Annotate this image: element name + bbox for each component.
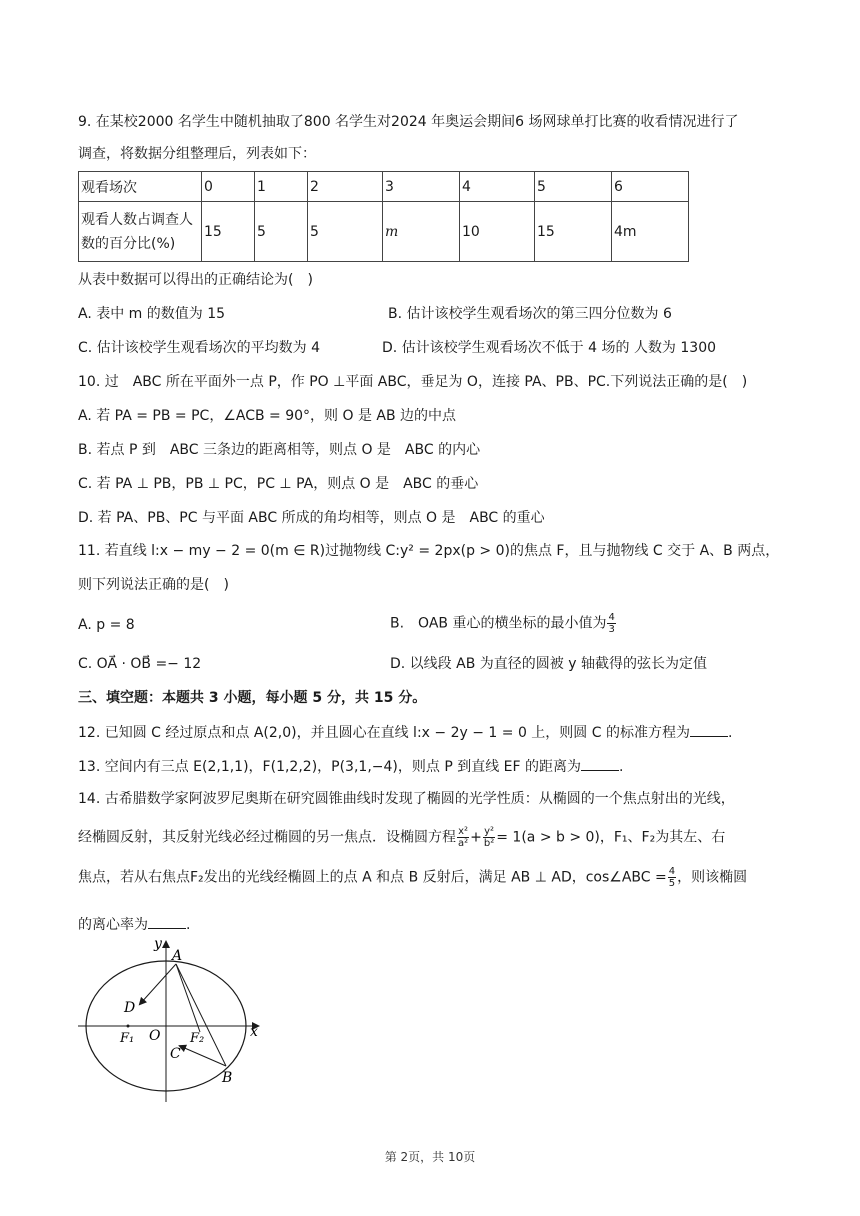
fraction-numerator: x² (458, 826, 469, 837)
segment-af2 (176, 964, 200, 1032)
figure-label: y (154, 936, 162, 952)
q14-line3-text: 焦点，若从右焦点F₂发出的光线经椭圆上的点 A 和点 B 反射后，满足 AB ⊥ AD，cos∠ABC = (78, 869, 667, 886)
q11-option-b (390, 612, 617, 635)
figure-label: F₁ (120, 1031, 135, 1046)
figure-label: x (250, 1024, 258, 1040)
figure-label: B (222, 1070, 233, 1086)
table-cell: 15 (535, 202, 612, 262)
ray-bc (180, 1046, 226, 1066)
q9-option-a: A. 表中 m 的数值为 15 (78, 306, 226, 322)
q14-line2 (78, 826, 725, 849)
figure-label: A (172, 948, 183, 964)
answer-blank (581, 756, 619, 771)
q9-option-d: D. 估计该校学生观看场次不低于 4 场的 人数为 1300 (382, 340, 717, 356)
q11-line1: 11. 若直线 l:x − my − 2 = 0(m ∈ R)过抛物线 C:y² = 2px(p > 0)的焦点 F，且与抛物线 C 交于 A、B 两点， (78, 543, 780, 559)
table-row (79, 202, 689, 262)
q9-line2: 调查，将数据分组整理后，列表如下： (78, 146, 316, 162)
q11-option-a: A. p = 8 (78, 617, 135, 633)
period: . (619, 759, 624, 775)
q10-option-c: C. 若 PA ⊥ PB，PB ⊥ PC，PC ⊥ PA，则点 O 是 ABC 的垂心 (78, 476, 479, 492)
table-header-cell: 观看场次 (79, 172, 202, 202)
fraction-denominator: 3 (608, 624, 615, 635)
q14-line2-text: 经椭圆反射，其反射光线必经过椭圆的另一焦点．设椭圆方程 (78, 829, 456, 846)
table-cell: 4m (612, 202, 689, 262)
table-cell: 5 (255, 202, 308, 262)
q14-line2-text-end: = 1(a > b > 0)，F₁、F₂为其左、右 (496, 829, 726, 846)
q14-line1: 14. 古希腊数学家阿波罗尼奥斯在研究圆锥曲线时发现了椭圆的光学性质：从椭圆的一个焦点射出的光线， (78, 791, 735, 807)
q9-option-b: B. 估计该校学生观看场次的第三四分位数为 6 (388, 306, 672, 322)
q12-text: 12. 已知圆 C 经过原点和点 A(2,0)，并且圆心在直线 l:x − 2y − 1 = 0 上，则圆 C 的标准方程为 (78, 725, 690, 741)
table-cell: 2 (308, 172, 383, 202)
table-header-line: 数的百分比(%) (81, 235, 176, 252)
fraction-denominator: 5 (668, 878, 676, 889)
table-header-cell (79, 202, 202, 262)
answer-blank (690, 722, 728, 737)
q13-line (78, 756, 623, 777)
q14-line4-text: 的离心率为 (78, 917, 148, 933)
q10-option-d: D. 若 PA、PB、PC 与平面 ABC 所成的角均相等，则点 O 是 ABC 的重心 (78, 510, 545, 526)
q10-option-b: B. 若点 P 到 ABC 三条边的距离相等，则点 O 是 ABC 的内心 (78, 442, 481, 458)
q14-line3-text-end: ，则该椭圆 (677, 869, 748, 886)
q14-line3 (78, 866, 747, 889)
period: . (186, 917, 191, 933)
table-cell: 5 (308, 202, 383, 262)
table-header-line: 观看人数占调查人 (81, 211, 193, 228)
figure-label: O (149, 1028, 161, 1044)
fraction-numerator: 4 (668, 866, 676, 877)
table-row (79, 172, 689, 202)
table-cell: 5 (535, 172, 612, 202)
fraction (607, 612, 615, 635)
figure-label: F₂ (190, 1031, 205, 1046)
q10-stem: 10. 过 ABC 所在平面外一点 P，作 PO ⊥平面 ABC，垂足为 O，连接 PA、PB、PC.下列说法正确的是( ) (78, 374, 748, 390)
fraction-denominator: b² (483, 838, 495, 849)
answer-blank (148, 914, 186, 929)
section-heading: 三、填空题：本题共 3 小题，每小题 5 分，共 15 分。 (78, 690, 427, 706)
q10-option-a: A. 若 PA = PB = PC，∠ACB = 90°，则 O 是 AB 边的中点 (78, 408, 457, 424)
table-cell: 1 (255, 172, 308, 202)
ellipse-figure (76, 936, 276, 1106)
fraction-denominator: a² (458, 838, 469, 849)
q9-stem: 从表中数据可以得出的正确结论为( ) (78, 272, 313, 288)
page-footer: 第 2页，共 10页 (384, 1150, 476, 1164)
q14-line4 (78, 914, 190, 935)
q9-option-c: C. 估计该校学生观看场次的平均数为 4 (78, 340, 321, 356)
figure-label: C (170, 1046, 181, 1062)
fraction (457, 826, 469, 849)
table-cell: 10 (460, 202, 535, 262)
table-cell: 6 (612, 172, 689, 202)
plus-sign: + (470, 829, 482, 846)
segment-ab (176, 964, 226, 1066)
table-cell: 0 (202, 172, 255, 202)
q11-line2: 则下列说法正确的是( ) (78, 577, 229, 593)
q11-option-c: C. OA⃗ · OB⃗ =− 12 (78, 656, 202, 672)
period: . (727, 725, 733, 741)
focus-f1-point (127, 1025, 130, 1028)
q11-option-d: D. 以线段 AB 为直径的圆被 y 轴截得的弦长为定值 (390, 656, 707, 672)
table-cell: 3 (383, 172, 460, 202)
q13-text: 13. 空间内有三点 E(2,1,1)，F(1,2,2)，P(3,1,−4)，则点 P 到直线 EF 的距离为 (78, 759, 582, 775)
fraction (668, 866, 676, 889)
fraction (483, 826, 495, 849)
q9-line1: 9. 在某校2000 名学生中随机抽取了800 名学生对2024 年奥运会期间6 场网球单打比赛的收看情况进行了 (78, 114, 739, 130)
table-cell: 4 (460, 172, 535, 202)
table-cell: m (383, 202, 460, 262)
q9-table (78, 171, 689, 262)
fraction-numerator: 4 (608, 612, 615, 623)
ray-ad (140, 964, 176, 1004)
q11-option-b-text: B. OAB 重心的横坐标的最小值为 (390, 615, 607, 632)
q12-line (78, 722, 732, 743)
figure-label: D (124, 1000, 136, 1016)
table-cell: 15 (202, 202, 255, 262)
fraction-numerator: y² (484, 826, 495, 837)
